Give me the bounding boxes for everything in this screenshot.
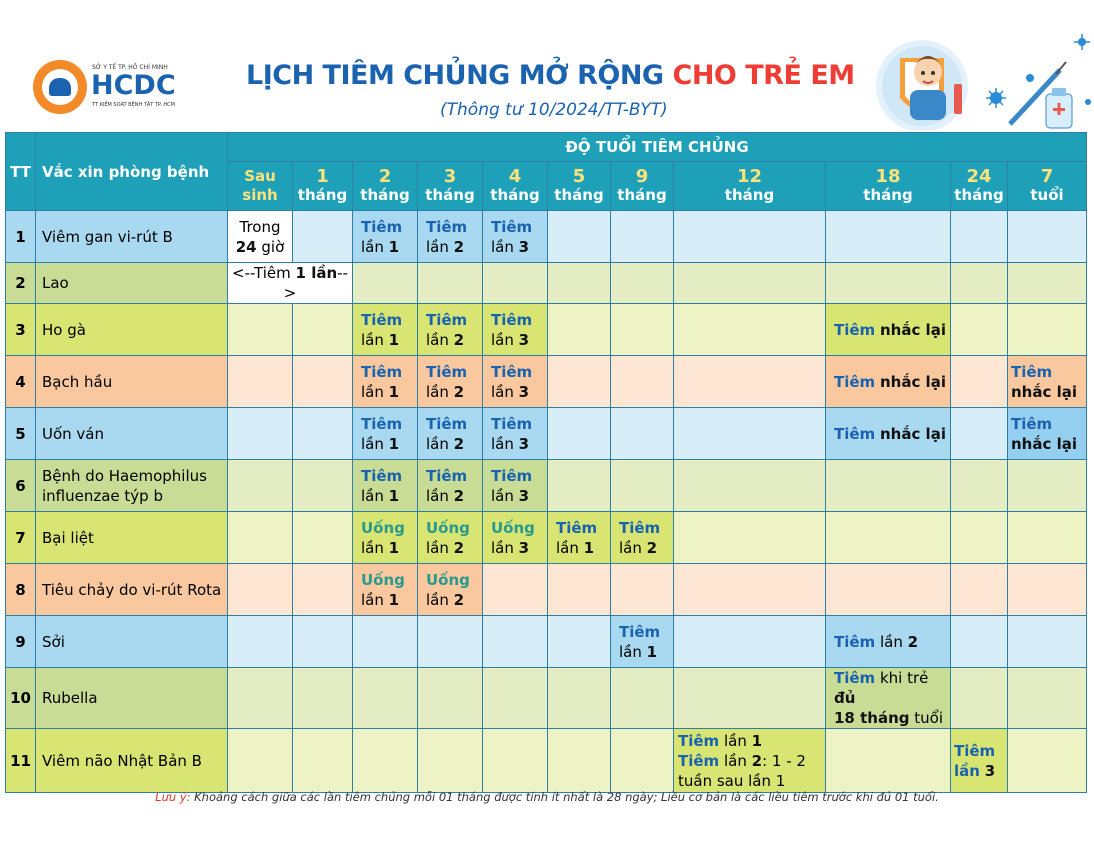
logo-top-line: SỞ Y TẾ TP. HỒ CHÍ MINH (92, 64, 168, 71)
vaccine-name: Uốn ván (36, 408, 228, 460)
dose-cell: Tiêm lần 2 (418, 304, 483, 356)
table-row (6, 356, 1087, 408)
dose-cell: Tiêm lần 3 (483, 408, 548, 460)
dose-cell: Trong 24 giờ (228, 211, 293, 263)
title-part-2: CHO TRẺ EM (672, 60, 855, 91)
table-row (6, 263, 1087, 304)
age-header: 3 tháng (418, 162, 483, 211)
row-number: 3 (6, 304, 36, 356)
col-header-tt: TT (6, 133, 36, 211)
dose-cell: Uống lần 1 (353, 564, 418, 616)
footnote-label: Lưu ý: (155, 790, 191, 804)
table-row (6, 408, 1087, 460)
hcdc-logo (33, 60, 183, 120)
vaccination-schedule-table (5, 132, 1087, 793)
dose-cell: Tiêm lần 1 (353, 356, 418, 408)
vaccine-name: Sởi (36, 616, 228, 668)
dose-cell: Tiêm lần 2 (418, 408, 483, 460)
dose-cell: Uống lần 2 (418, 564, 483, 616)
table-row (6, 304, 1087, 356)
dose-cell: Tiêm lần 3 (951, 729, 1008, 793)
age-group-header: ĐỘ TUỔI TIÊM CHỦNG (228, 133, 1087, 162)
dose-cell: <--Tiêm 1 lần--> (228, 263, 353, 304)
col-header-vaccine: Vắc xin phòng bệnh (36, 133, 228, 211)
dose-cell: Tiêm lần 1 (353, 460, 418, 512)
header-row-1 (6, 133, 1087, 162)
dose-cell: Tiêm nhắc lại (1008, 356, 1087, 408)
dose-cell: Uống lần 2 (418, 512, 483, 564)
dose-cell: Uống lần 3 (483, 512, 548, 564)
dose-cell: Tiêm lần 1 (611, 616, 674, 668)
title-part-1: LỊCH TIÊM CHỦNG MỞ RỘNG (246, 60, 664, 91)
table-row (6, 564, 1087, 616)
dose-cell: Tiêm lần 3 (483, 304, 548, 356)
logo-sub-line: TT KIỂM SOÁT BỆNH TẬT TP. HCM (92, 102, 175, 108)
age-header: 7 tuổi (1008, 162, 1087, 211)
vaccine-name: Viêm não Nhật Bản B (36, 729, 228, 793)
row-number: 11 (6, 729, 36, 793)
vaccine-name: Viêm gan vi-rút B (36, 211, 228, 263)
dose-cell: Tiêm nhắc lại (1008, 408, 1087, 460)
vaccine-name: Bạch hầu (36, 356, 228, 408)
row-number: 10 (6, 668, 36, 729)
age-header: 18 tháng (826, 162, 951, 211)
age-header: 9 tháng (611, 162, 674, 211)
row-number: 1 (6, 211, 36, 263)
dose-cell: Tiêm lần 2 (826, 616, 951, 668)
vaccination-illustration-icon (870, 32, 1094, 130)
dose-cell: Uống lần 1 (353, 512, 418, 564)
row-number: 5 (6, 408, 36, 460)
age-header: 1 tháng (293, 162, 353, 211)
age-header: 4 tháng (483, 162, 548, 211)
dose-cell: Tiêm nhắc lại (826, 356, 951, 408)
vaccine-name: Tiêu chảy do vi-rút Rota (36, 564, 228, 616)
row-number: 6 (6, 460, 36, 512)
age-header: Sau sinh (228, 162, 293, 211)
page-subtitle: (Thông tư 10/2024/TT-BYT) (440, 100, 668, 120)
vaccine-name: Lao (36, 263, 228, 304)
dose-cell: Tiêm khi trẻ đủ 18 tháng tuổi (826, 668, 951, 729)
row-number: 8 (6, 564, 36, 616)
logo-name: HCDC (91, 70, 176, 101)
footnote-text: Khoảng cách giữa các lần tiêm chủng mỗi 01 tháng được tính ít nhất là 28 ngày; Liều cơ bản là các liều tiêm trước khi đủ 01 tuổi. (190, 790, 939, 804)
row-number: 4 (6, 356, 36, 408)
row-number: 7 (6, 512, 36, 564)
dose-cell: Tiêm nhắc lại (826, 304, 951, 356)
row-number: 2 (6, 263, 36, 304)
dose-cell: Tiêm lần 1 (353, 408, 418, 460)
header (0, 0, 1094, 130)
table-row (6, 616, 1087, 668)
dose-cell: Tiêm lần 2 (611, 512, 674, 564)
dose-cell: Tiêm lần 2 (418, 460, 483, 512)
dose-cell: Tiêm lần 3 (483, 211, 548, 263)
dose-cell: Tiêm lần 2 (418, 211, 483, 263)
logo-emblem-icon (33, 60, 87, 114)
dose-cell: Tiêm lần 1 (353, 304, 418, 356)
dose-cell: Tiêm lần 1 (548, 512, 611, 564)
vaccine-name: Bại liệt (36, 512, 228, 564)
age-header: 12 tháng (674, 162, 826, 211)
table-row (6, 512, 1087, 564)
row-number: 9 (6, 616, 36, 668)
dose-cell: Tiêm lần 1 (353, 211, 418, 263)
age-header: 2 tháng (353, 162, 418, 211)
age-header: 24 tháng (951, 162, 1008, 211)
vaccine-name: Bệnh do Haemophilus influenzae týp b (36, 460, 228, 512)
vaccine-name: Rubella (36, 668, 228, 729)
vaccine-name: Ho gà (36, 304, 228, 356)
dose-cell: Tiêm lần 3 (483, 460, 548, 512)
page-title (246, 60, 855, 91)
dose-cell: Tiêm lần 2 (418, 356, 483, 408)
dose-cell: Tiêm lần 3 (483, 356, 548, 408)
dose-cell: Tiêm lần 1 Tiêm lần 2: 1 - 2 tuần sau lần 1 (674, 729, 826, 793)
footnote (0, 790, 1094, 804)
table-row (6, 668, 1087, 729)
table-row (6, 211, 1087, 263)
dose-cell: Tiêm nhắc lại (826, 408, 951, 460)
age-header: 5 tháng (548, 162, 611, 211)
table-row (6, 460, 1087, 512)
table-row (6, 729, 1087, 793)
